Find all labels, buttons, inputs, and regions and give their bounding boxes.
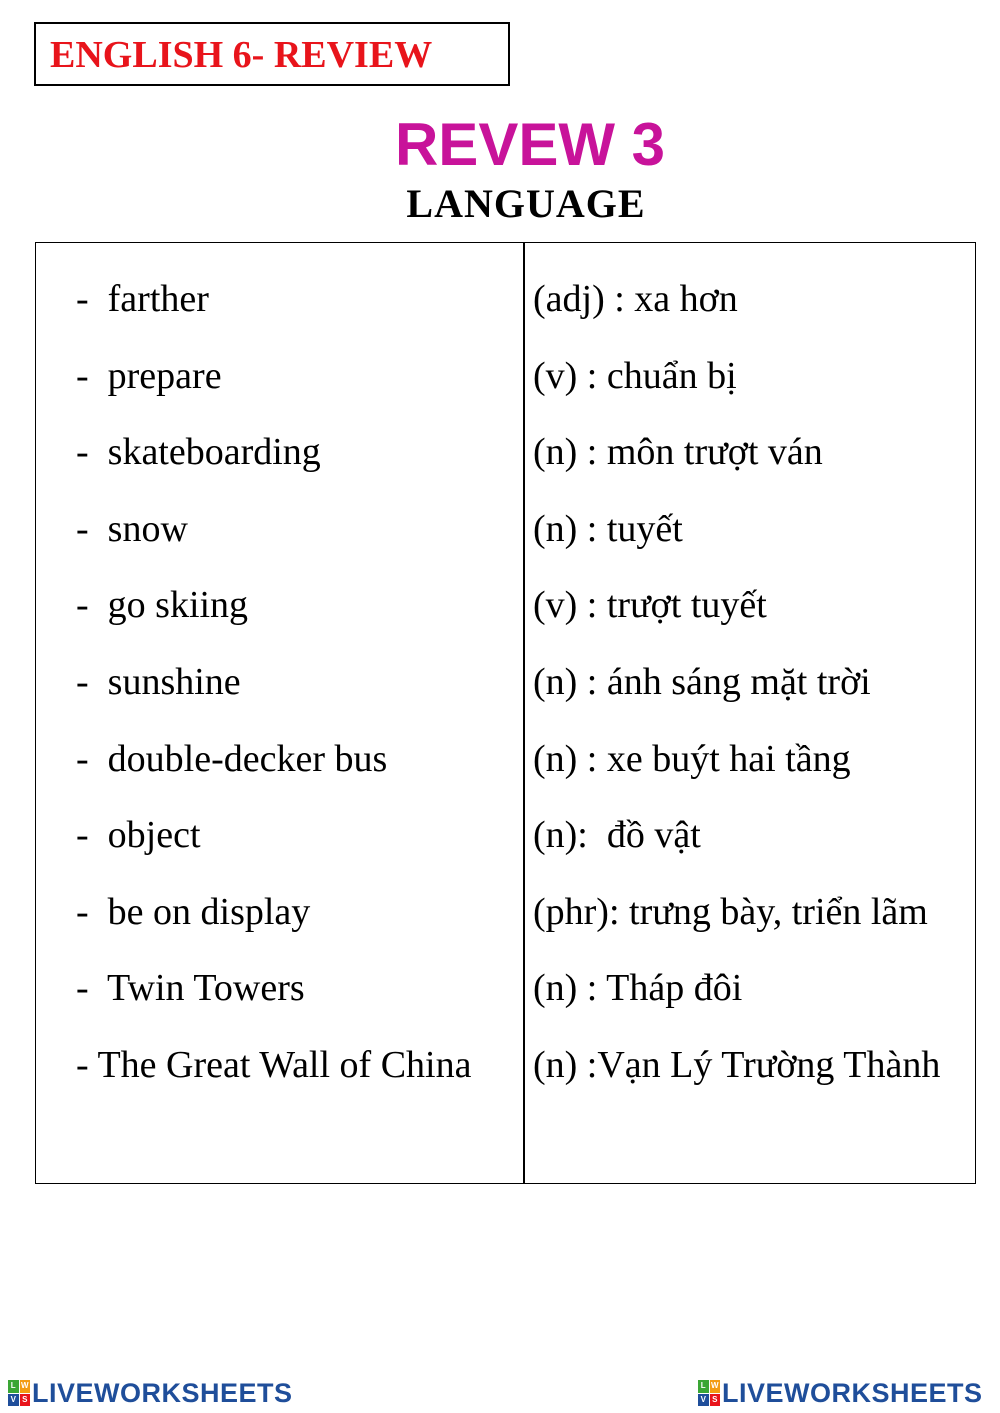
vocab-term: - object bbox=[76, 814, 201, 857]
vocab-term: - prepare bbox=[76, 354, 222, 397]
table-row bbox=[36, 567, 975, 643]
vocab-meaning: (v) : chuẩn bị bbox=[533, 354, 737, 397]
table-row bbox=[36, 261, 975, 337]
section-title: LANGUAGE bbox=[406, 181, 646, 226]
vocab-term: - farther bbox=[76, 278, 209, 320]
table-row bbox=[36, 874, 975, 950]
table-row bbox=[36, 721, 975, 797]
vocab-term: - Twin Towers bbox=[76, 967, 305, 1010]
vocab-meaning: (n): đồ vật bbox=[533, 814, 701, 857]
vocab-term: - go skiing bbox=[76, 584, 249, 627]
vocab-term: - skateboarding bbox=[76, 431, 321, 474]
liveworksheets-logo-icon: L W V S bbox=[8, 1380, 30, 1406]
vocab-term: - sunshine bbox=[76, 661, 241, 703]
table-row bbox=[36, 1027, 975, 1103]
vocabulary-table bbox=[35, 242, 976, 1184]
vocab-term: - be on display bbox=[76, 890, 311, 933]
header-box bbox=[34, 22, 510, 86]
footer-logo-left bbox=[8, 1376, 293, 1410]
vocab-meaning: (n) : Tháp đôi bbox=[533, 967, 743, 1010]
footer-logo-right bbox=[698, 1376, 983, 1410]
footer-logo-text: LIVEWORKSHEETS bbox=[32, 1377, 293, 1408]
vocab-term: - The Great Wall of China bbox=[76, 1044, 472, 1086]
table-row bbox=[36, 491, 975, 567]
liveworksheets-logo-icon: L W V S bbox=[698, 1380, 720, 1406]
vocab-meaning: (v) : trượt tuyết bbox=[533, 584, 767, 627]
vocab-meaning: (n) : ánh sáng mặt trời bbox=[533, 661, 871, 703]
table-row bbox=[36, 414, 975, 490]
table-row bbox=[36, 950, 975, 1026]
table-row bbox=[36, 644, 975, 720]
vocab-term: - double-decker bus bbox=[76, 737, 388, 780]
header-title: ENGLISH 6- REVIEW bbox=[50, 34, 433, 76]
footer-logo-text: LIVEWORKSHEETS bbox=[722, 1377, 983, 1408]
table-row bbox=[36, 797, 975, 873]
page-title: REVEW 3 bbox=[394, 111, 666, 178]
table-row bbox=[36, 338, 975, 414]
vocab-meaning: (n) :Vạn Lý Trường Thành bbox=[533, 1044, 941, 1086]
vocab-meaning: (n) : xe buýt hai tầng bbox=[533, 737, 851, 780]
vocab-meaning: (phr): trưng bày, triển lãm bbox=[533, 890, 928, 933]
vocab-meaning: (n) : tuyết bbox=[533, 507, 683, 550]
vocab-meaning: (n) : môn trượt ván bbox=[533, 431, 823, 474]
vocab-term: - snow bbox=[76, 507, 188, 550]
vocab-meaning: (adj) : xa hơn bbox=[533, 278, 738, 320]
